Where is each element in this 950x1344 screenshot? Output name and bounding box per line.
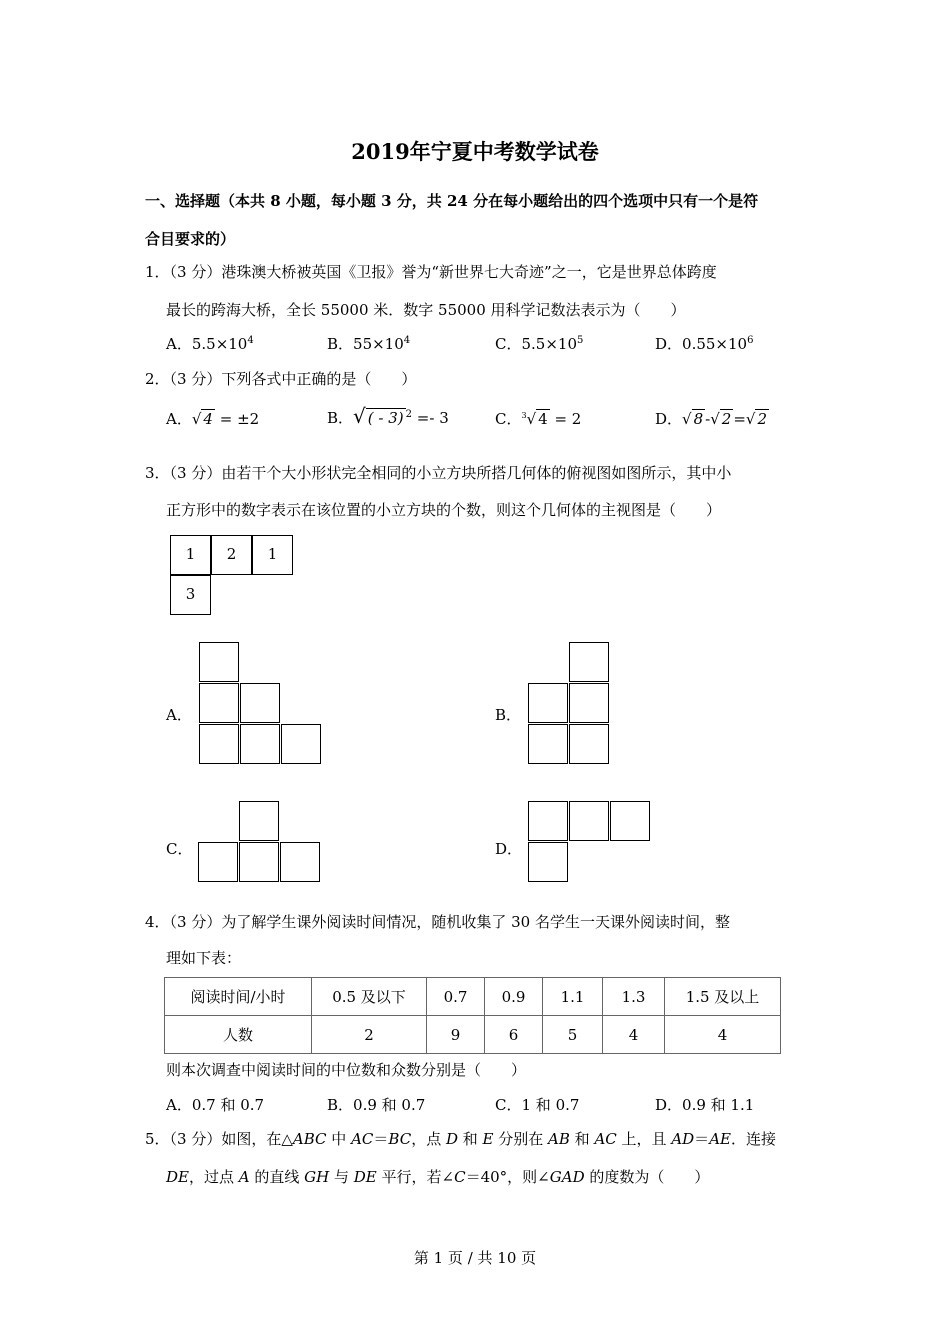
q3-option-c-label: C． [166,840,193,858]
table-cell: 0.5 及以下 [312,978,427,1016]
q5-line1: 5．（3 分）如图，在△ABC 中 AC＝BC，点 D 和 E 分别在 AB 和 AC 上，且 AD＝AE．连接 [145,1130,776,1148]
cube [240,683,280,723]
q2-option-d: D．√ 8 -√ 2 =√ 2 [655,410,768,428]
cube [239,842,279,882]
cube [239,801,279,841]
cube [528,801,568,841]
table-cell: 0.9 [485,978,543,1016]
q1-option-c: C．$5.5\times 10^5$ [495,335,584,353]
q4-option-b: B．0.9 和 0.7 [327,1096,426,1114]
table-cell: 1.1 [543,978,603,1016]
q1-line1: 1．（3 分）港珠澳大桥被英国《卫报》誉为“新世界七大奇迹”之一，它是世界总体跨度 [145,263,717,281]
cube [569,801,609,841]
cube [199,683,239,723]
top-view-cell: 2 [211,535,252,575]
q5-line2: DE，过点 A 的直线 GH 与 DE 平行，若∠C＝40°，则∠GAD 的度数为（ ） [166,1168,710,1186]
table-cell: 9 [427,1016,485,1054]
cube [199,724,239,764]
page-title: 2019年宁夏中考数学试卷 [351,139,599,164]
cube [198,842,238,882]
table-cell: 5 [543,1016,603,1054]
reading-time-table [164,977,781,1054]
table-cell: 4 [603,1016,665,1054]
page-footer: 第 1 页 / 共 10 页 [413,1249,537,1267]
q3-option-a-label: A． [166,706,192,724]
q4-option-d: D．0.9 和 1.1 [655,1096,755,1114]
q2-line1: 2．（3 分）下列各式中正确的是（ ） [145,370,417,388]
table-cell: 0.7 [427,978,485,1016]
table-cell: 1.5 及以上 [665,978,781,1016]
cube [528,842,568,882]
q4-option-c: C．1 和 0.7 [495,1096,580,1114]
table-row [165,1016,781,1054]
table-cell: 4 [665,1016,781,1054]
cube [569,642,609,682]
table-cell: 人数 [165,1016,312,1054]
section-heading-line1: 一、选择题（本共 8 小题，每小题 3 分，共 24 分在每小题给出的四个选项中只有一个是符 [145,192,759,210]
cube [528,724,568,764]
q2-option-a: A．√ 4 = ±2 [166,410,260,428]
cube [610,801,650,841]
q4-line2: 理如下表： [166,949,242,967]
q1-option-d: D．$0.55\times 10^6$ [655,335,754,353]
q3-option-b-label: B． [495,706,522,724]
table-cell: 阅读时间/小时 [165,978,312,1016]
q4-option-a: A．0.7 和 0.7 [166,1096,265,1114]
table-row [165,978,781,1016]
table-cell: 6 [485,1016,543,1054]
cube [199,642,239,682]
table-cell: 1.3 [603,978,665,1016]
cube [569,724,609,764]
q3-line1: 3．（3 分）由若干个大小形状完全相同的小立方块所搭几何体的俯视图如图所示，其中小 [145,464,732,482]
q1-option-a: A．$5.5\times 10^4$ [166,335,254,353]
cube [240,724,280,764]
q3-option-d-label: D． [495,840,523,858]
cube [528,683,568,723]
top-view-cell: 3 [170,575,211,615]
top-view-cell: 1 [252,535,293,575]
q4-line1: 4．（3 分）为了解学生课外阅读时间情况，随机收集了 30 名学生一天课外阅读时间，整 [145,913,730,931]
q2-option-b: B．√ ( - 3) $^2$ =- 3 [327,404,449,428]
q1-option-b: B．$55\times 10^4$ [327,335,411,353]
q2-option-c: C．$^3$√ 4 = 2 [495,410,582,428]
table-cell: 2 [312,1016,427,1054]
cube [281,724,321,764]
q1-line2: 最长的跨海大桥，全长 55000 米．数字 55000 用科学记数法表示为（ ） [166,301,686,319]
q3-line2: 正方形中的数字表示在该位置的小立方块的个数，则这个几何体的主视图是（ ） [166,501,722,519]
top-view-cell: 1 [170,535,211,575]
cube [280,842,320,882]
section-heading-line2: 合目要求的） [145,230,236,248]
q4-line3: 则本次调查中阅读时间的中位数和众数分别是（ ） [166,1061,527,1079]
cube [569,683,609,723]
